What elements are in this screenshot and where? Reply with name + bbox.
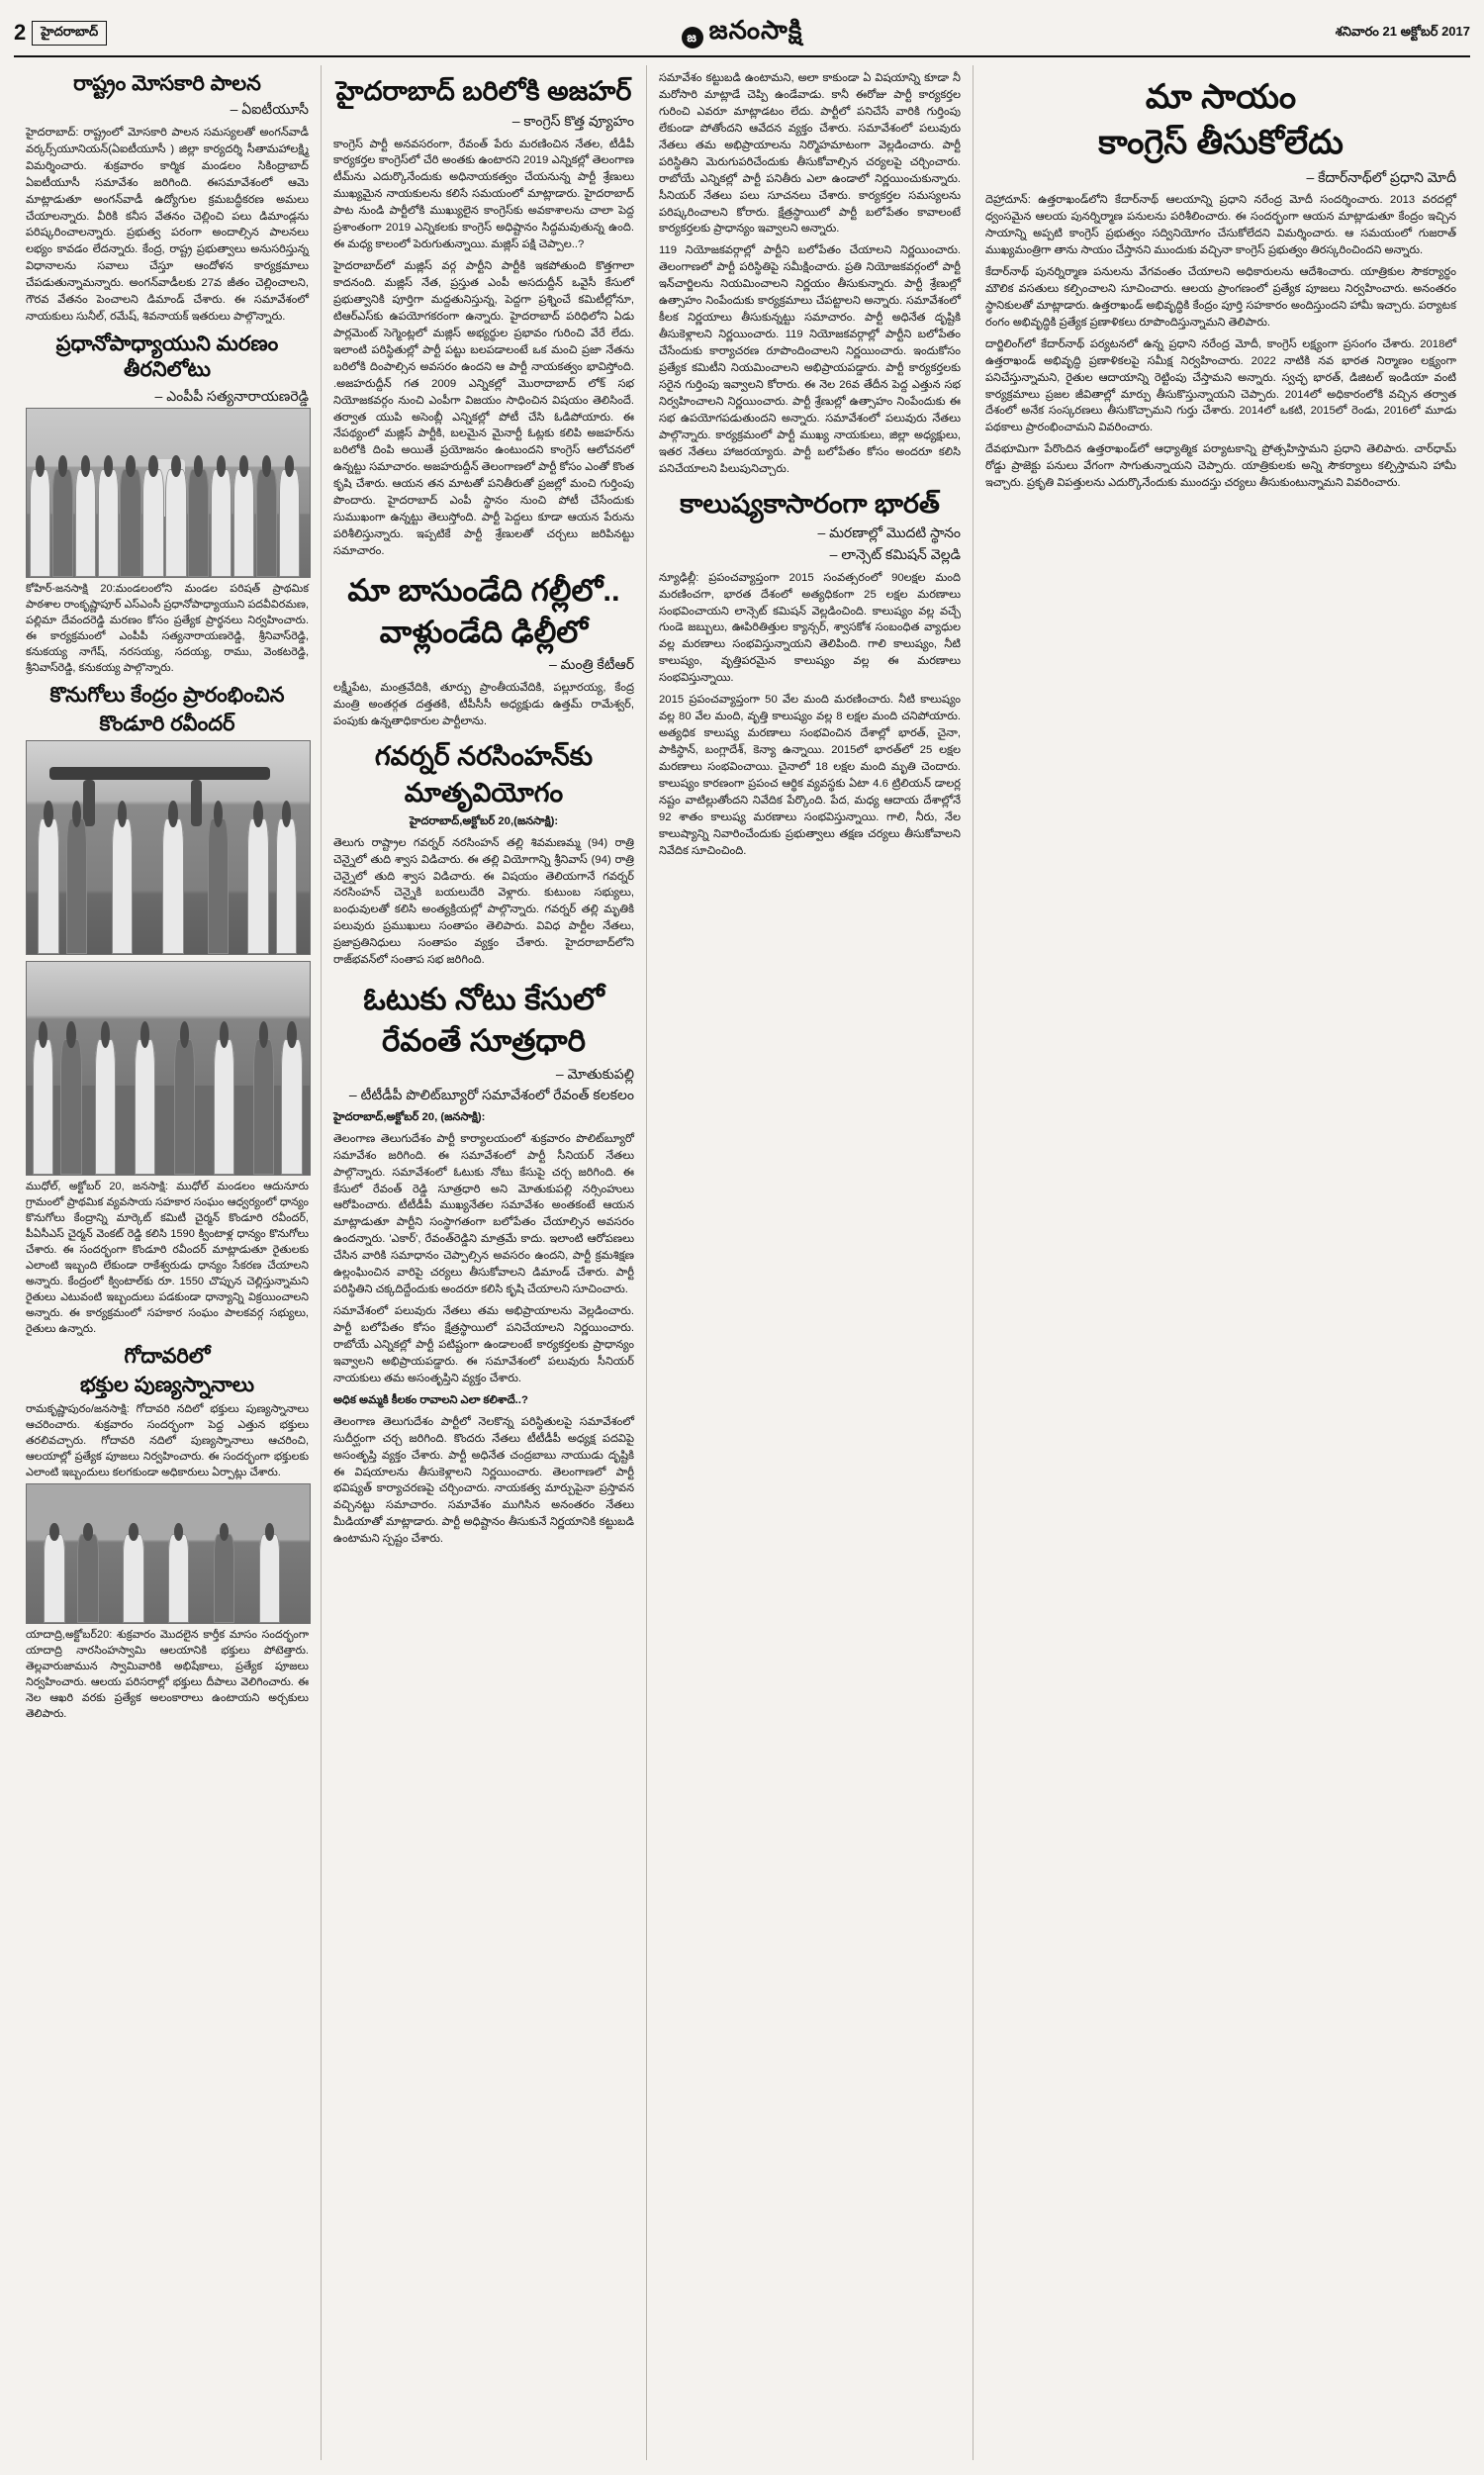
article-body: రామకృష్ణాపురం/జనసాక్షి: గోదావరి నదిలో భక్తులు పుణ్యస్నానాలు ఆచరించారు. శుక్రవారం సందర్భంగా పెద్ద ఎత్తున భక్తులు తరలివచ్చారు. గోదావరి నదిలో పుణ్యస్నానాలు ఆచరించి, ఆలయాల్లో ప్రత్యేక పూజలు నిర్వహించారు. ఈ సందర్భంగా భక్తులకు ఎలాంటి ఇబ్బందులు కలగకుండా అధికారులు ఏర్పాట్లు చేశారు. <box>26 1403 309 1478</box>
photo-group-gathering <box>26 408 311 578</box>
photo-weighing-grain <box>26 740 311 955</box>
dateline: హైదరాబాద్,అక్టోబర్ 20, (జనసాక్షి): <box>333 1110 486 1123</box>
article-headmaster-death <box>26 332 309 677</box>
headline: రాష్ట్రం మోసకారి పాలన <box>73 72 261 95</box>
headline-line-1: మా బాసుండేది గల్లీలో.. <box>347 572 620 608</box>
headline-line-2: కొండూరి రవీందర్ <box>99 713 235 736</box>
paper-name: జనంసాక్షి <box>708 14 803 45</box>
headline: హైదరాబాద్ బరిలోకి అజహర్ <box>335 76 632 106</box>
article-body-2: 2015 ప్రపంచవ్యాప్తంగా 50 వేల మంది మరణించారు. నీటి కాలుష్యం వల్ల 80 వేల మంది, వృత్తి కాలుష్యం వల్ల 8 లక్షల మంది చనిపోయారు. అత్యధిక కాలుష్య మరణాలు సంభవించిన దేశాల్లో భారత్, చైనా, పాకిస్థాన్, బంగ్లాదేశ్, కెన్యా ఉన్నాయి. 2015లో భారత్‌లో 25 లక్షల మరణాలు సంభవించాయి. చైనాలో 18 లక్షల మంది మృతి చెందారు. కాలుష్యం కారణంగా ప్రపంచ ఆర్థిక వ్యవస్థకు ఏటా 4.6 ట్రిలియన్ డాలర్ల నష్టం వాటిల్లుతోందని నివేదిక పేర్కొంది. పేద, మధ్య ఆదాయ దేశాల్లోనే 92 శాతం కాలుష్య మరణాలు సంభవిస్తున్నాయి. గాలి, నీరు, నేల కాలుష్యాన్ని నివారించేందుకు ప్రభుత్వాలు తక్షణ చర్యలు తీసుకోవాలని నివేదిక సూచించింది. <box>659 694 961 857</box>
photo-caption: ముధోల్, అక్టోబర్ 20, జనసాక్షి: ముధోల్ మండలం ఆదునూరు గ్రామంలో ప్రాథమిక వ్యవసాయ సహకార సంఘం ఆధ్వర్యంలో ధాన్యం కొనుగోలు కేంద్రాన్ని మార్కెట్ కమిటీ చైర్మన్ కొండూరి రవీందర్, పీఏసీఎస్ చైర్మన్ వెంకట్ రెడ్డి కలిసి 1590 క్వింటాళ్ల ధాన్యం కొనుగోలు చేశారు. ఈ సందర్భంగా కొండూరి రవీందర్ మాట్లాడుతూ రైతులకు ఎలాంటి ఇబ్బంది లేకుండా రాకేశ్వరుడు ధాన్యం సేకరణ చేయాలని అన్నారు. కేంద్రంలో క్వింటాల్‌కు రూ. 1550 చొప్పున చెల్లిస్తున్నామని రైతులు ఎటువంటి ఇబ్బందులు పడకుండా ధాన్యాన్ని విక్రయించాలని అన్నారు. ఈ కార్యక్రమంలో సహకార సంఘం పాలకవర్గ సభ్యులు, రైతులు ఉన్నారు. <box>26 1181 309 1335</box>
article-body-1: తెలంగాణ తెలుగుదేశం పార్టీ కార్యాలయంలో శుక్రవారం పొలిట్‌బ్యూరో సమావేశం జరిగింది. ఈ సమావేశంలో పార్టీ సీనియర్ నేతలు పాల్గొన్నారు. సమావేశంలో ఓటుకు నోటు కేసుపై చర్చ జరిగింది. ఈ కేసులో రేవంత్ రెడ్డి సూత్రధారి అని మోతుకుపల్లి నర్సింహులు ఆరోపించారు. టీటీడీపీ ముఖ్యనేతల సమావేశం అంతకంటే ఆయన మాట్లాడుతూ పార్టీని సంస్థాగతంగా బలోపేతం చేయాల్సిన అవసరం ఉందన్నారు. 'ఎకార్', రేవంత్‌రెడ్డిని మాత్రమే కాదు. ఇలాంటి ఆరోపణలు చేసిన వారికి సమాధానం చెప్పాల్సిన అవసరం ఉందని, పార్టీ క్రమశిక్షణ ఉల్లంఘించిన వారిపై చర్యలు తీసుకోవాలని డిమాండ్ చేశారు. పార్టీ పరిస్థితిని చక్కదిద్దేందుకు అందరూ కలిసి కృషి చేయాలని సూచించారు. <box>333 1132 634 1296</box>
paper-logo-icon: జ <box>682 27 703 48</box>
headline: కాలుష్యకాసారంగా భారత్ <box>680 488 940 519</box>
column-1 <box>14 65 321 2460</box>
headline: ప్రధానోపాధ్యాయుని మరణం తీరనిలోటు <box>55 333 279 382</box>
headline-line-2: మాతృవియోగం <box>404 777 564 808</box>
headline-line-2: కాంగ్రెస్ తీసుకోలేదు <box>1098 123 1344 161</box>
headline-line-2: రేవంతే సూత్రధారి <box>381 1023 587 1059</box>
headline-line-2: వాళ్లుండేది ఢిల్లీలో <box>379 615 589 650</box>
city-label: హైదరాబాద్ <box>32 21 107 46</box>
byline: – మోతుకుపల్లి <box>555 1065 634 1082</box>
masthead <box>14 10 1470 57</box>
article-body: హైదరాబాద్: రాష్ట్రంలో మోసకారి పాలన సమస్యలతో అంగన్‌వాడీ వర్కర్స్‌యూనియన్(ఏఐటీయూసీ ) జిల్లా కార్యదర్శి సీతామహాలక్ష్మి విమర్శించారు. శుక్రవారం కార్మిక మండలం సికింద్రాబాద్ ఏఐటీయూసీ సమావేశం జరిగింది. ఈసమావేశంలో ఆమె మాట్లాడుతూ అంగన్‌వాడీ ఉద్యోగుల క్రమబద్ధీకరణ అమలు చేయాలన్నారు. వీరికి కనీస వేతనం చెల్లించి పలు డిమాండ్లను పరిష్కరించాలన్నారు. ప్రభుత్వ పరంగా అందాల్సిన పాలనలు లభ్యం కావడం లేదన్నారు. కేంద్ర, రాష్ట్ర ప్రభుత్వాలు అనుసరిస్తున్న విధానాలను సవాలు చేస్తూ ఆందోళన కార్యక్రమాలు చేపడుతున్నామన్నారు. అంగన్‌వాడీలకు 27వ జీతం చెల్లించాలని, గౌరవ వేతనం పెంచాలని డిమాండ్ చేశారు. ఈ సమావేశంలో నాయకులు సునీల్, రమేష్, శివనాయక్ ఇతరులు పాల్గొన్నారు. <box>26 126 309 324</box>
subheadline-1: – మరణాల్లో మొదటి స్థానం <box>817 524 961 541</box>
article-body-1: సమావేశం కట్టుబడి ఉంటామని, అలా కాకుండా ఏ విషయాన్ని కూడా నీ మరోసారి మాట్లాడే చెప్పి ఉండేవాడు. కానీ ఈరోజు పార్టీ కార్యకర్తల గురించి ఎవరూ మాట్లాడటం లేదు. పార్టీలో పనిచేసే వారికి గుర్తింపు లేకుండా పోతోందని ఆవేదన వ్యక్తం చేశారు. సమావేశంలో పలువురు నేతలు తమ అభిప్రాయాలను నిర్మొహమాటంగా వెల్లడించారు. పార్టీ పరిస్థితిని మెరుగుపరిచేందుకు తీసుకోవాల్సిన చర్యలపై చర్చించారు. రాబోయే ఎన్నికల్లో పార్టీ పనితీరు ఎలా ఉండాలో నిర్ణయించుకున్నారు. సీనియర్ నేతలు పలు సూచనలు చేశారు. కార్యకర్తల సమస్యలను పరిష్కరించాలని కోరారు. క్షేత్రస్థాయిలో పార్టీ బలోపేతం కావాలంటే కార్యకర్తలకు ప్రాధాన్యం ఇవ్వాలని అన్నారు. <box>659 72 961 236</box>
article-subhead-question: అధిక అమ్మకి కీలకం రావాలని ఎలా కలిశాదే..? <box>333 1393 528 1406</box>
headline-line-2: భక్తుల పుణ్యస్నానాలు <box>80 1373 254 1396</box>
article-body: లక్ష్మీపేట, మంత్రవేదికి, తూర్పు ప్రాంతీయవేదికి, పల్లూరయ్య, కేంద్ర మంత్రి అంతర్గత దత్తతకి, టీపీసీసీ అధ్యక్షుడు ఉత్తమ్ రామేశ్వర్, పంపుకు ఉన్నతాధికారుల పార్టీలాను. <box>333 681 634 727</box>
byline: – మంత్రి కేటీఆర్ <box>548 656 634 673</box>
photo-people <box>27 1534 310 1623</box>
article-governor-mother-death <box>333 740 634 969</box>
article-body-3: దార్జిలింగ్‌లో కేదార్‌నాథ్ పర్యటనలో ఉన్న ప్రధాని నరేంద్ర మోదీ, కాంగ్రెస్ లక్ష్యంగా ప్రసంగం చేశారు. 2018లో ఉత్తరాఖండ్ అభివృద్ధి ప్రణాళికలపై సమీక్ష నిర్వహించారు. 2022 నాటికి నవ భారత నిర్మాణం లక్ష్యంగా పనిచేస్తున్నామని, రైతుల ఆదాయాన్ని రెట్టింపు చేస్తామని అన్నారు. స్వచ్ఛ భారత్, డిజిటల్ ఇండియా వంటి కార్యక్రమాలు ప్రజల జీవితాల్లో మార్పు తీసుకొస్తున్నాయని చెప్పారు. 2014లో అధికారంలోకి వచ్చిన తర్వాత దేశంలో అనేక సంస్కరణలు తీసుకొచ్చామని గుర్తు చేశారు. 2014లో ఒకటి, 2015లో రెండు, 2016లో మూడు పథకాలు ప్రారంభించామని వివరించారు. <box>985 337 1456 434</box>
article-body-4: దేవభూమిగా పేరొందిన ఉత్తరాఖండ్‌లో ఆధ్యాత్మిక పర్యాటకాన్ని ప్రోత్సహిస్తామని ప్రధాని తెలిపారు. చార్‌ధామ్ రోడ్డు ప్రాజెక్టు పనులు వేగంగా సాగుతున్నాయని చెప్పారు. యాత్రికులకు అన్ని సౌకర్యాలు కల్పిస్తామని హామీ ఇచ్చారు. ప్రకృతి విపత్తులను ఎదుర్కొనేందుకు ముందస్తు చర్యలు తీసుకుంటున్నామని వివరించారు. <box>985 443 1456 490</box>
byline: – ఎంపీపీ సత్యనారాయణరెడ్డి <box>154 387 309 404</box>
columns-container <box>14 65 1470 2460</box>
article-godavari-bath <box>26 1344 309 1723</box>
headline-line-1: మా సాయం <box>1145 78 1297 116</box>
article-aituc <box>26 71 309 326</box>
subheadline-2: – లాన్సెట్ కమిషన్ వెల్లడి <box>829 546 961 563</box>
photo-caption: యాదాద్రి,అక్టోబర్20: శుక్రవారం మొదలైన కార్తీక మాసం సందర్భంగా యాదాద్రి నారసింహస్వామి ఆలయానికి భక్తులు పోటెత్తారు. తెల్లవారుజామున స్వామివారికి అభిషేకాలు, ప్రత్యేక పూజలు నిర్వహించారు. ఆలయ పరిసరాల్లో భక్తులు దీపాలు వెలిగించారు. ఈ నెల ఆఖరి వరకు ప్రత్యేక అలంకారాలు ఉంటాయని అర్చకులు తెలిపారు. <box>26 1628 309 1720</box>
issue-date: శనివారం 21 అక్టోబర్ 2017 <box>1335 23 1470 39</box>
byline: – ఏఐటీయూసీ <box>230 101 309 118</box>
dateline: హైదరాబాద్,అక్టోబర్ 20,(జనసాక్షి): <box>409 814 559 827</box>
subheadline: – టీటీడీపీ పొలిట్‌బ్యూరో సమావేశంలో రేవంత్ కలకలం <box>348 1087 634 1103</box>
paper-title <box>14 15 1470 51</box>
article-body-1: న్యూఢిల్లీ: ప్రపంచవ్యాప్తంగా 2015 సంవత్సరంలో 90లక్షల మంది మరణించగా, భారత దేశంలో అత్యధికంగా 25 లక్షల మరణాలు సంభవించాయని లాన్సెట్ కమిషన్ వెల్లడించింది. కాలుష్యం వల్ల వచ్చే గుండె జబ్బులు, ఊపిరితిత్తుల క్యాన్సర్, శ్వాసకోశ సంబంధిత వ్యాధుల వల్ల మరణాలు సంభవిస్తున్నాయని తెలిపింది. గాలి కాలుష్యం, నీటి కాలుష్యం, వృత్తిపరమైన కాలుష్యం వల్ల ఈ మరణాలు సంభవిస్తున్నాయి. <box>659 571 961 685</box>
article-body-2: సమావేశంలో పలువురు నేతలు తమ అభిప్రాయాలను వెల్లడించారు. పార్టీ బలోపేతం కోసం క్షేత్రస్థాయిలో పనిచేయాలని నిర్ణయించారు. రాబోయే ఎన్నికల్లో పార్టీ పటిష్టంగా ఉండాలంటే కార్యకర్తలకు ప్రాధాన్యం ఇవ్వాలని అభిప్రాయపడ్డారు. ఈ సమావేశంలో పలువురు సీనియర్ నాయకులు తమ అసంతృప్తిని వ్యక్తం చేశారు. <box>333 1305 634 1384</box>
article-body-1: కాంగ్రెస్ పార్టీ అనవసరంగా, రేవంత్ పేరు మరణించిన నేతల, టీడీపీ కార్యకర్తల కాంగ్రెస్‌లో చేరి అంతకు ఉంటారని 2019 ఎన్నికల్లో తెలంగాణ టీమ్‌ను ఎదుర్కొనేందుకు అధినాయకత్వం చేయనున్న పార్టీ శ్రేణులు ముఖ్యమైన నాయకులను కలిసే సమయంలో మాట్లాడారు. హైదరాబాద్ పాట నుండి పార్టీలోకి ముఖ్యులైన కాంగ్రెస్‌కు అవకాశాలను చాలా పెద్ద ప్రశాంతంగా 2019 ఎన్నికలకు కాంగ్రెస్ అధిష్టానం సిద్ధమవుతున్న ఉంది. ఈ మధ్య కాలంలో పెరుగుతున్నాయి. మజ్లిస్ పక్షి చెప్పాల..? <box>333 138 634 251</box>
article-ktr-quote <box>333 572 634 730</box>
photo-grain-heap <box>26 961 311 1176</box>
article-vote-for-note-continued <box>659 70 961 478</box>
byline: – కేదార్‌నాథ్‌లో ప్రధాని మోదీ <box>1306 168 1456 185</box>
photo-caption: కోహిర్-జనసాక్షి 20:మండలంలోని మండల పరిషత్ ప్రాథమిక పాఠశాల రాంకృష్ణాపూర్ ఎస్‌ఎంసీ ప్రధానోపాధ్యాయుని పదవీవిరమణ, పల్లిమా దేవందరెడ్డి మరణం కోసం ప్రత్యేక ప్రార్థనలు నిర్వహించారు. ఈ కార్యక్రమంలో ఎంపీపీ సత్యనారాయణరెడ్డి, శ్రీనివాస్‌రెడ్డి, కనుకయ్య నాగేష్, నరసయ్య, సదయ్య, రాము, వెంకటరెడ్డి, శ్రీనివాస్‌రెడ్డి, కనుకయ్య పాల్గొన్నారు. <box>26 583 309 674</box>
page-number: 2 <box>14 20 27 45</box>
article-azhar-hyderabad <box>333 75 634 560</box>
article-body: తెలుగు రాష్ట్రాల గవర్నర్ నరసింహన్ తల్లి శివమణమ్మ (94) రాత్రి చెన్నైలో తుది శ్వాస విడిచారు. ఈ తల్లి వియోగాన్ని శ్రీనివాస్ (94) రాత్రి చెన్నైలో తుది శ్వాస విడిచారు. ఈ విషయం తెలియగానే గవర్నర్ నరసింహన్ చెన్నైకి బయలుదేరి వెళ్లారు. కుటుంబ సభ్యులు, బంధువులతో కలిసి అంత్యక్రియల్లో పాల్గొన్నారు. గవర్నర్ తల్లి మృతికి పలువురు ప్రముఖులు సంతాపం తెలిపారు. వివిధ పార్టీల నేతలు, ప్రజాప్రతినిధులు సంతాపం వ్యక్తం చేశారు. హైదరాబాద్‌లోని రాజ్‌భవన్‌లో సంతాప సభ జరిగింది. <box>333 836 634 967</box>
article-vote-for-note <box>333 981 634 1548</box>
photo-people <box>27 469 310 577</box>
headline-line-1: గోదావరిలో <box>124 1344 211 1368</box>
column-2 <box>321 65 647 2460</box>
article-modi-kedarnath <box>985 77 1456 492</box>
article-body-1: దెహ్రాదూన్: ఉత్తరాఖండ్‌లోని కేదార్‌నాథ్ ఆలయాన్ని ప్రధాని నరేంద్ర మోదీ సందర్శించారు. 2013 వరదల్లో ధ్వంసమైన ఆలయ పునర్నిర్మాణ పనులను పరిశీలించారు. ఈ సందర్భంగా ఆయన మాట్లాడుతూ కేంద్రం ఇచ్చిన సాయాన్ని అప్పటి కాంగ్రెస్ ప్రభుత్వం సద్వినియోగం చేసుకోలేదని విమర్శించారు. ఆ సమయంలో గుజరాత్ ముఖ్యమంత్రిగా తాను సాయం చేస్తానని ముందుకు వచ్చినా కాంగ్రెస్ ప్రభుత్వం తిరస్కరించిందని అన్నారు. <box>985 194 1456 256</box>
photo-river-devotees <box>26 1483 311 1624</box>
subheadline: – కాంగ్రెస్ కొత్త వ్యూహం <box>511 112 634 129</box>
article-body-3: తెలంగాణ తెలుగుదేశం పార్టీలో నెలకొన్న పరిస్థితులపై సమావేశంలో సుదీర్ఘంగా చర్చ జరిగింది. కొందరు నేతలు టీటీడీపీ అధ్యక్ష పదవిపై అసంతృప్తి వ్యక్తం చేశారు. పార్టీ అధినేత చంద్రబాబు నాయుడు దృష్టికి ఈ విషయాలను తీసుకెళ్లాలని నిర్ణయించారు. తెలంగాణలో పార్టీ భవిష్యత్ కార్యాచరణపై చర్చించారు. నాయకత్వ మార్పుపైనా ప్రస్తావన వచ్చినట్టు సమాచారం. సమావేశం ముగిసిన అనంతరం నేతలు మీడియాతో మాట్లాడారు. పార్టీ అధిష్టానం తీసుకునే నిర్ణయానికి కట్టుబడి ఉంటామని స్పష్టం చేశారు. <box>333 1415 634 1546</box>
article-body-2: కేదార్‌నాథ్ పునర్నిర్మాణ పనులను వేగవంతం చేయాలని అధికారులను ఆదేశించారు. యాత్రికుల సౌకర్యార్థం మౌలిక వసతులు కల్పించాలని సూచించారు. ఆలయ ప్రాంగణంలో ప్రత్యేక పూజలు నిర్వహించారు. అనంతరం స్థానికులతో మాట్లాడారు. ఉత్తరాఖండ్ అభివృద్ధికి కేంద్రం పూర్తి సహకారం అందిస్తుందని హామీ ఇచ్చారు. పర్యాటక రంగం అభివృద్ధికి ప్రత్యేక ప్రణాళికలు రూపొందిస్తున్నామని తెలిపారు. <box>985 265 1456 329</box>
article-body-2: హైదరాబాద్‌లో మజ్లిస్ వర్గ పార్టీని పార్టీకి ఇకపోతుంది కొత్తగాలా కాదనంది. మజ్లిస్ నేత, ప్రస్తుత ఎంపీ అసదుద్దీన్ ఒవైసీ కేసులో ప్రభుత్వానికి పూర్తిగా మద్దతునిస్తున్న, పెద్దగా ప్రశ్నించే కమిటీల్లోనూ, టిఆర్ఎస్‌కు ఉపయోగకరంగా ఉన్నారు. హైదరాబాద్ పరిధిలోని ఏడు పార్లమెంట్ సెగ్మెంట్లలో మజ్లిస్ అభ్యర్థుల ప్రభావం గురించి వేరే లేదు. ఇలాంటి పరిస్థితుల్లో పార్టీ పట్టు బలపడాలంటే ఒక మంచి ప్రజా నేతను బరిలోకి దింపాల్సిన అవసరం ఉందని ఆ పార్టీ నాయకత్వం భావిస్తోంది. .అజహరుద్దీన్ గత 2009 ఎన్నికల్లో మొరాదాబాద్ లోక్ సభ నియోజకవర్గం నుంచి ఎంపీగా విజయం సాధించిన విషయం తెలిసిందే. తర్వాత యుపి అసెంబ్లీ ఎన్నికల్లో పోటీ చేసి ఓడిపోయారు. ఈ నేపథ్యంలో మజ్లిస్ పార్టీకి, బలమైన మైనార్టీ ఓట్లకు కలిపి అజహర్‌ను బరిలోకి దింపి అయితే ప్రయోజనం ఉంటుందని కాంగ్రెస్ ఆలోచనలో ఉన్నట్టు సమాచారం. అజహరుద్దీన్ తెలంగాణలో పార్టీ కోసం ఎంతో కొంత కృషి చేశారు. ఆయన తన మాటతో పనితీరుతో ప్రజల్లో మంచి గుర్తింపు పొందారు. హైదరాబాద్ ఎంపీ స్థానం నుంచి పోటీ చేసేందుకు సుముఖంగా ఉన్నట్టు తెలుస్తోంది. పార్టీ పెద్దలు కూడా ఆయన పేరును పరిశీలిస్తున్నారు. ఇప్పటికే పార్టీ శ్రేణులతో చర్చలు జరిపినట్టు సమాచారం. <box>333 260 634 558</box>
column-3 <box>647 65 974 2460</box>
column-4 <box>974 65 1468 2460</box>
headline-line-1: ఓటుకు నోటు కేసులో <box>363 982 604 1017</box>
photo-people <box>27 1039 310 1176</box>
photo-people <box>27 818 310 955</box>
headline-line-1: కొనుగోలు కేంద్రం ప్రారంభించిన <box>49 683 285 707</box>
article-body-2: 119 నియోజకవర్గాల్లో పార్టీని బలోపేతం చేయాలని నిర్ణయించారు. తెలంగాణలో పార్టీ పరిస్థితిపై సమీక్షించారు. ప్రతి నియోజకవర్గంలో పార్టీ ఇన్‌చార్జిలను నియమించాలని నిర్ణయం తీసుకున్నారు. పార్టీ శ్రేణుల్లో ఉత్సాహం నింపేందుకు కార్యక్రమాలు చేపట్టాలని అన్నారు. సమావేశంలో కీలక నిర్ణయాలు తీసుకున్నట్టు సమాచారం. పార్టీ అధినేత దృష్టికి తీసుకెళ్లాలని నిర్ణయించారు. 119 నియోజకవర్గాల్లో పార్టీని బలోపేతం చేసేందుకు కార్యాచరణ రూపొందించాలని నిర్ణయించారు. ఇందుకోసం ప్రత్యేక కమిటీని నియమించాలని అభిప్రాయపడ్డారు. పార్టీ కార్యకర్తలకు సరైన గుర్తింపు ఇవ్వాలని కోరారు. ఈ నెల 26వ తేదీన పెద్ద ఎత్తున సభ నిర్వహించాలని నిర్ణయించారు. పార్టీ శ్రేణుల్లో ఉత్సాహం నింపేందుకు ఈ సభ ఉపయోగపడుతుందని అన్నారు. సమావేశంలో పలువురు నేతలు పాల్గొన్నారు. కార్యక్రమంలో పార్టీ ముఖ్య నాయకులు, జిల్లా అధ్యక్షులు, ఇతర నేతలు హాజరయ్యారు. పార్టీ బలోపేతం కోసం అందరూ కలిసి పనిచేయాలని పిలుపునిచ్చారు. <box>659 244 961 475</box>
article-procurement-centre <box>26 683 309 1338</box>
article-pollution-india <box>659 488 961 860</box>
headline-line-1: గవర్నర్ నరసింహన్‌కు <box>374 740 594 771</box>
